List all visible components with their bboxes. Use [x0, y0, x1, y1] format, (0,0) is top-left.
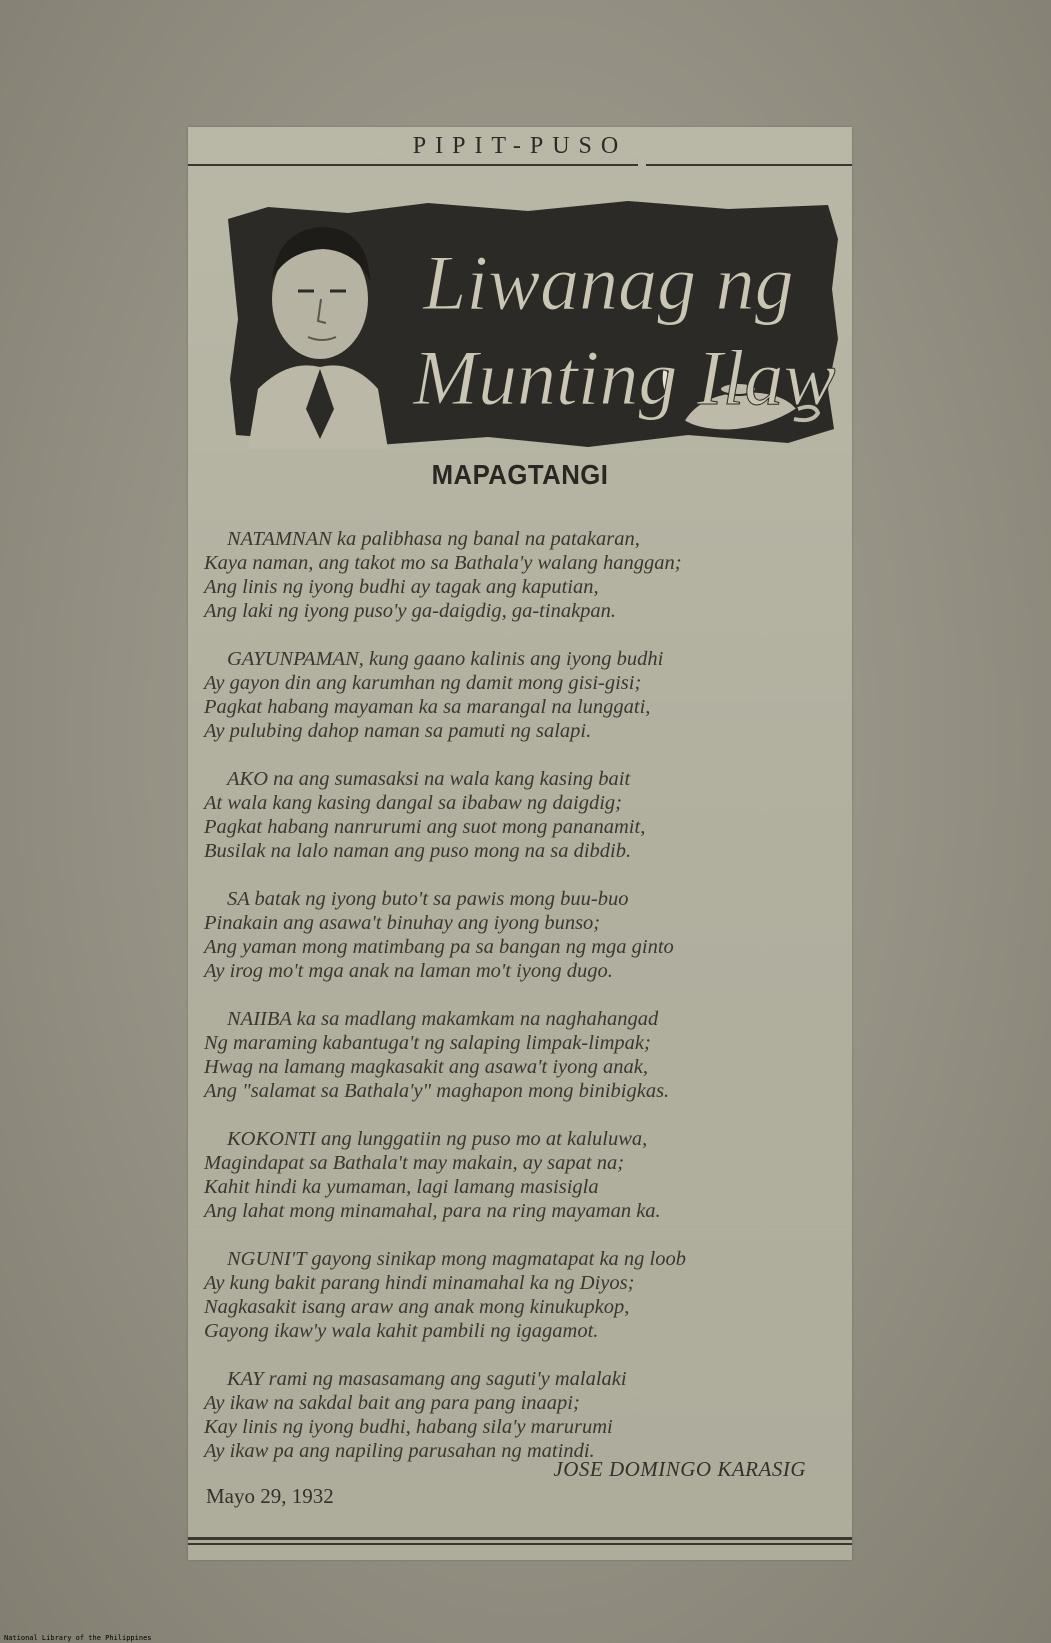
- column-header: PIPIT-PUSO: [412, 133, 628, 159]
- column-banner: [228, 199, 838, 449]
- newspaper-clipping: [188, 127, 852, 1560]
- poem-line: Ang lahat mong minamahal, para na ring mayaman ka.: [204, 1200, 661, 1222]
- poem-line: Ng maraming kabantuga't ng salaping limpak-limpak;: [204, 1032, 651, 1054]
- poem-line: Pagkat habang mayaman ka sa marangal na lunggati,: [204, 696, 651, 718]
- poem-line: NAIIBA ka sa madlang makamkam na naghahangad: [227, 1008, 659, 1030]
- stanza: [204, 647, 844, 743]
- poem-author: JOSE DOMINGO KARASIG: [553, 1457, 806, 1481]
- poem-line: Ay ikaw pa ang napiling parusahan ng matindi.: [204, 1440, 595, 1462]
- poem-line: SA batak ng iyong buto't sa pawis mong buu-buo: [227, 888, 629, 910]
- stanza: [204, 887, 844, 983]
- banner-title-line2: Munting Ilaw: [413, 334, 836, 421]
- poem-line: AKO na ang sumasaksi na wala kang kasing bait: [227, 768, 631, 790]
- stanza: [204, 767, 844, 863]
- poem-line: Nagkasakit isang araw ang anak mong kinukupkop,: [204, 1296, 630, 1318]
- poem-line: Ay kung bakit parang hindi minamahal ka ng Diyos;: [204, 1272, 635, 1294]
- poem-line: Kaya naman, ang takot mo sa Bathala'y walang hanggan;: [204, 552, 682, 574]
- poem-line: Ang yaman mong matimbang pa sa bangan ng mga ginto: [204, 936, 674, 958]
- poem-line: Kay linis ng iyong budhi, habang sila'y marurumi: [204, 1416, 613, 1438]
- poem-title: MAPAGTANGI: [431, 459, 609, 490]
- poem-line: Gayong ikaw'y wala kahit pambili ng igagamot.: [204, 1320, 599, 1342]
- header-rule-left: [188, 164, 638, 166]
- poem-line: KOKONTI ang lunggatiin ng puso mo at kaluluwa,: [227, 1128, 648, 1150]
- poem-body: [204, 527, 844, 1487]
- poem-line: NATAMNAN ka palibhasa ng banal na patakaran,: [227, 528, 640, 550]
- footer-rule: [188, 1543, 852, 1545]
- banner-title-line1: Liwanag ng: [423, 239, 794, 326]
- poem-line: Busilak na lalo naman ang puso mong na sa dibdib.: [204, 840, 632, 862]
- poem-line: Ang "salamat sa Bathala'y" maghapon mong binibigkas.: [204, 1080, 670, 1102]
- library-credit: National Library of the Philippines: [4, 1634, 152, 1642]
- poem-line: Ay gayon din ang karumhan ng damit mong gisi-gisi;: [204, 672, 642, 694]
- poem-line: Ang laki ng iyong puso'y ga-daigdig, ga-tinakpan.: [204, 600, 617, 622]
- poem-line: GAYUNPAMAN, kung gaano kalinis ang iyong budhi: [227, 648, 664, 670]
- poem-date: Mayo 29, 1932: [206, 1484, 334, 1508]
- header-rule-right: [646, 164, 852, 166]
- poem-line: Magindapat sa Bathala't may makain, ay sapat na;: [204, 1152, 625, 1174]
- footer-rule: [188, 1537, 852, 1540]
- stanza: [204, 1247, 844, 1343]
- poem-line: Ang linis ng iyong budhi ay tagak ang kaputian,: [204, 576, 599, 598]
- poem-line: Hwag na lamang magkasakit ang asawa't iyong anak,: [204, 1056, 648, 1078]
- poem-line: At wala kang kasing dangal sa ibabaw ng daigdig;: [204, 792, 622, 814]
- poem-line: NGUNI'T gayong sinikap mong magmatapat ka ng loob: [227, 1248, 686, 1270]
- stanza: [204, 527, 844, 623]
- poem-line: Ay irog mo't mga anak na laman mo't iyong dugo.: [204, 960, 613, 982]
- poem-line: Pinakain ang asawa't binuhay ang iyong bunso;: [204, 912, 601, 934]
- stanza: [204, 1007, 844, 1103]
- poem-line: KAY rami ng masasamang ang saguti'y malalaki: [227, 1368, 627, 1390]
- poem-line: Pagkat habang nanrurumi ang suot mong pananamit,: [204, 816, 646, 838]
- stanza: [204, 1367, 844, 1463]
- poem-line: Ay pulubing dahop naman sa pamuti ng salapi.: [204, 720, 592, 742]
- poem-line: Ay ikaw na sakdal bait ang para pang inaapi;: [204, 1392, 580, 1414]
- poem-line: Kahit hindi ka yumaman, lagi lamang masisigla: [204, 1176, 599, 1198]
- stanza: [204, 1127, 844, 1223]
